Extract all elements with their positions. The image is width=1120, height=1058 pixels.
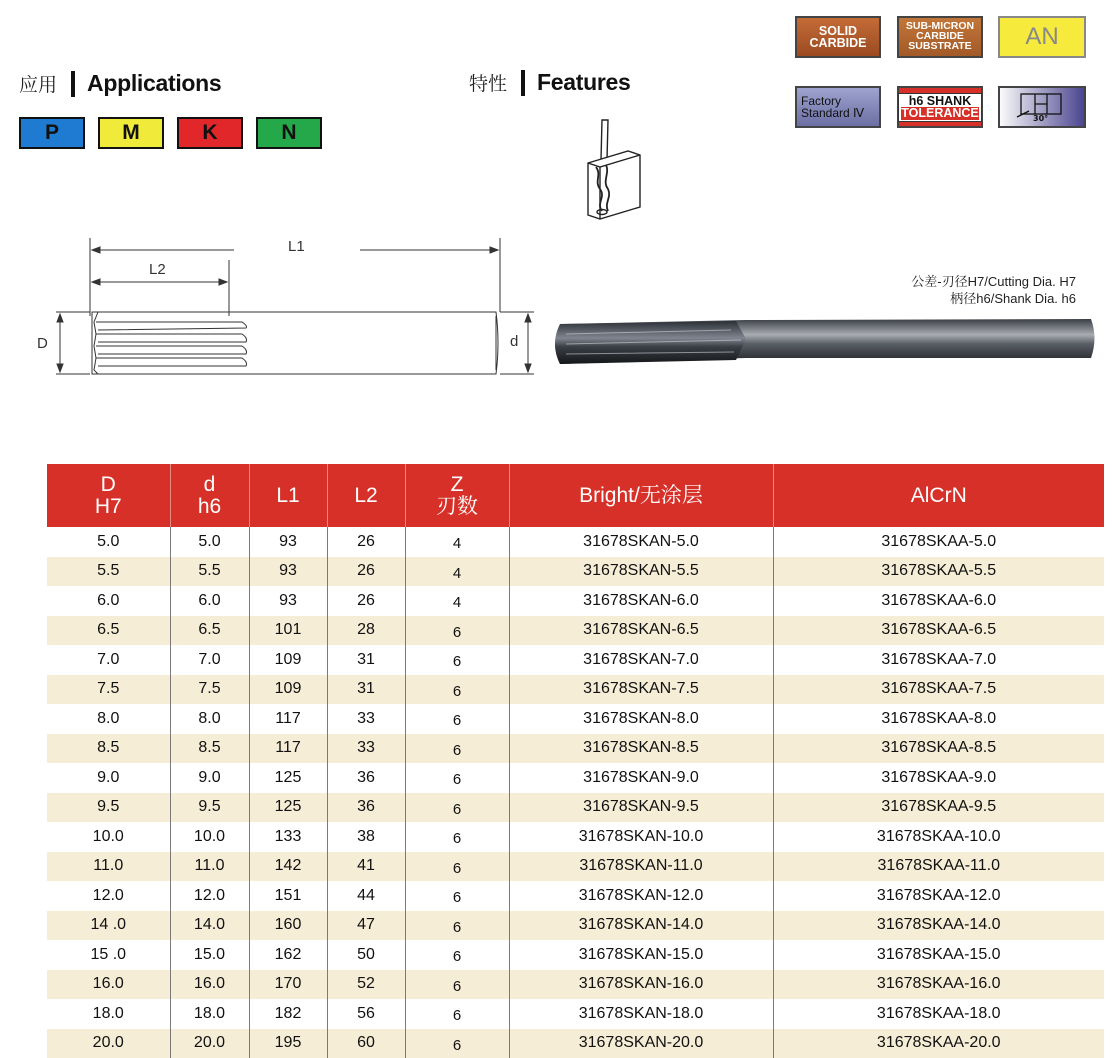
cell-d: 18.0 [47,999,170,1029]
cell-l1: 93 [249,527,327,557]
cell-bright-code: 31678SKAN-18.0 [509,999,773,1029]
applications-heading-cn: 应用 [19,70,57,97]
angle-30-badge [998,86,1086,128]
cell-d: 5.0 [47,527,170,557]
cell-d: 7.0 [47,645,170,675]
cell-d-shank: 8.0 [170,704,249,734]
cell-bright-code: 31678SKAN-7.5 [509,675,773,705]
an-coating-badge [998,16,1086,58]
cell-z: 4 [405,586,509,616]
cell-l2: 56 [327,999,405,1029]
material-p-label: P [45,121,59,145]
cell-alcrn-code: 31678SKAA-18.0 [773,999,1104,1029]
table-row [47,527,1104,557]
cell-d-shank: 12.0 [170,881,249,911]
cell-l1: 117 [249,704,327,734]
cell-l2: 31 [327,645,405,675]
table-row [47,999,1104,1029]
cell-bright-code: 31678SKAN-12.0 [509,881,773,911]
cell-d: 8.5 [47,734,170,764]
cell-l2: 36 [327,793,405,823]
cell-alcrn-code: 31678SKAA-8.0 [773,704,1104,734]
cell-bright-code: 31678SKAN-6.0 [509,586,773,616]
material-m-box [98,117,164,149]
cell-l1: 195 [249,1029,327,1058]
dim-l1-label: L1 [288,238,305,255]
cell-z: 6 [405,734,509,764]
cell-bright-code: 31678SKAN-9.0 [509,763,773,793]
cell-l2: 38 [327,822,405,852]
sub-micron-badge [897,16,983,58]
cell-bright-code: 31678SKAN-5.0 [509,527,773,557]
cell-d-shank: 5.5 [170,557,249,587]
cell-z: 6 [405,999,509,1029]
cell-d: 9.0 [47,763,170,793]
heading-divider [521,70,525,96]
cell-z: 6 [405,793,509,823]
cell-alcrn-code: 31678SKAA-6.5 [773,616,1104,646]
cell-alcrn-code: 31678SKAA-11.0 [773,852,1104,882]
cell-d: 16.0 [47,970,170,1000]
material-p-box [19,117,85,149]
header-l2: L2 [327,464,405,527]
cell-alcrn-code: 31678SKAA-15.0 [773,940,1104,970]
h6-shank-line1: h6 SHANK [901,95,979,108]
cell-z: 4 [405,557,509,587]
features-heading [469,69,631,96]
dim-d-big-label: D [37,335,48,352]
header-z-flutes: Z 刃数 [405,464,509,527]
table-row [47,1029,1104,1058]
table-header-row [47,464,1104,527]
cell-d: 20.0 [47,1029,170,1058]
reamer-product-photo [546,294,1106,389]
cell-l1: 117 [249,734,327,764]
sub-micron-line3: SUBSTRATE [906,42,974,52]
cell-bright-code: 31678SKAN-6.5 [509,616,773,646]
cell-l1: 151 [249,881,327,911]
cell-l2: 44 [327,881,405,911]
material-n-label: N [281,121,296,145]
cell-l1: 162 [249,940,327,970]
cell-alcrn-code: 31678SKAA-9.0 [773,763,1104,793]
cell-l2: 33 [327,704,405,734]
cell-d-shank: 14.0 [170,911,249,941]
table-row [47,557,1104,587]
cell-d-shank: 16.0 [170,970,249,1000]
cell-bright-code: 31678SKAN-20.0 [509,1029,773,1058]
dim-d-small-label: d [510,333,518,350]
cell-l2: 26 [327,527,405,557]
table-row [47,822,1104,852]
cell-l1: 170 [249,970,327,1000]
table-row [47,645,1104,675]
material-k-box [177,117,243,149]
cell-alcrn-code: 31678SKAA-5.5 [773,557,1104,587]
cell-l2: 41 [327,852,405,882]
cell-l1: 125 [249,763,327,793]
cell-d-shank: 6.0 [170,586,249,616]
cell-d-shank: 11.0 [170,852,249,882]
h6-shank-badge [897,86,983,128]
an-coating-label: AN [1025,25,1058,49]
cell-d: 11.0 [47,852,170,882]
cell-d-shank: 10.0 [170,822,249,852]
table-row [47,970,1104,1000]
shank-tolerance-note: 柄径h6/Shank Dia. h6 [820,290,1076,307]
angle-30-label: 30° [1033,114,1048,123]
material-n-box [256,117,322,149]
cell-d-shank: 9.5 [170,793,249,823]
dim-l2-label: L2 [149,261,166,278]
cell-l2: 50 [327,940,405,970]
features-heading-en: Features [537,69,630,96]
cell-bright-code: 31678SKAN-11.0 [509,852,773,882]
table-body [47,527,1104,1058]
cell-z: 6 [405,852,509,882]
table-row [47,793,1104,823]
cell-l2: 36 [327,763,405,793]
solid-carbide-badge [795,16,881,58]
cell-z: 6 [405,970,509,1000]
solid-carbide-line2: CARBIDE [810,37,867,50]
cell-d-shank: 15.0 [170,940,249,970]
cell-z: 6 [405,704,509,734]
table-row [47,940,1104,970]
cell-d: 6.5 [47,616,170,646]
sub-micron-line2: CARBIDE [906,32,974,42]
cell-d: 14 .0 [47,911,170,941]
cell-d: 7.5 [47,675,170,705]
cell-l1: 125 [249,793,327,823]
cell-d-shank: 9.0 [170,763,249,793]
cell-d: 5.5 [47,557,170,587]
header-alcrn: AlCrN [773,464,1104,527]
cell-z: 6 [405,645,509,675]
cell-d: 6.0 [47,586,170,616]
cell-l2: 28 [327,616,405,646]
header-bright: Bright/无涂层 [509,464,773,527]
header-d-h6: d h6 [170,464,249,527]
applications-heading [19,70,221,97]
cell-bright-code: 31678SKAN-14.0 [509,911,773,941]
cell-z: 6 [405,911,509,941]
material-k-label: K [202,121,217,145]
cell-d-shank: 8.5 [170,734,249,764]
cell-alcrn-code: 31678SKAA-10.0 [773,822,1104,852]
cell-bright-code: 31678SKAN-7.0 [509,645,773,675]
table-row [47,881,1104,911]
cell-d-shank: 20.0 [170,1029,249,1058]
cell-z: 6 [405,1029,509,1058]
cell-l1: 182 [249,999,327,1029]
cell-alcrn-code: 31678SKAA-6.0 [773,586,1104,616]
cell-l2: 26 [327,586,405,616]
cell-bright-code: 31678SKAN-16.0 [509,970,773,1000]
cell-z: 6 [405,616,509,646]
cell-d: 8.0 [47,704,170,734]
cell-z: 6 [405,763,509,793]
cell-bright-code: 31678SKAN-8.0 [509,704,773,734]
cell-l2: 33 [327,734,405,764]
table-row [47,616,1104,646]
cell-d: 15 .0 [47,940,170,970]
cell-l2: 47 [327,911,405,941]
cell-alcrn-code: 31678SKAA-7.5 [773,675,1104,705]
cell-l2: 26 [327,557,405,587]
table-row [47,911,1104,941]
cell-l1: 142 [249,852,327,882]
header-d-h7: D H7 [47,464,170,527]
cell-l2: 52 [327,970,405,1000]
cell-alcrn-code: 31678SKAA-8.5 [773,734,1104,764]
table-row [47,734,1104,764]
cell-alcrn-code: 31678SKAA-16.0 [773,970,1104,1000]
table-row [47,763,1104,793]
cutting-tolerance-note: 公差-刃径H7/Cutting Dia. H7 [820,273,1076,290]
cell-d-shank: 7.5 [170,675,249,705]
material-m-label: M [122,121,140,145]
reamer-technical-drawing [34,230,544,385]
cell-bright-code: 31678SKAN-5.5 [509,557,773,587]
factory-standard-line1: Factory [801,95,864,107]
cell-alcrn-code: 31678SKAA-9.5 [773,793,1104,823]
cell-l1: 93 [249,557,327,587]
cell-z: 6 [405,675,509,705]
solid-carbide-line1: SOLID [810,25,867,38]
table-row [47,852,1104,882]
applications-heading-en: Applications [87,70,221,97]
cell-l1: 109 [249,645,327,675]
cell-bright-code: 31678SKAN-15.0 [509,940,773,970]
cell-z: 6 [405,881,509,911]
cell-z: 4 [405,527,509,557]
cell-alcrn-code: 31678SKAA-14.0 [773,911,1104,941]
cell-bright-code: 31678SKAN-10.0 [509,822,773,852]
table-row [47,586,1104,616]
cell-l1: 93 [249,586,327,616]
heading-divider [71,71,75,97]
cell-d-shank: 18.0 [170,999,249,1029]
cell-d: 10.0 [47,822,170,852]
h6-shank-line2: TOLERANCE [901,107,979,120]
cell-l1: 133 [249,822,327,852]
table-row [47,704,1104,734]
table-row [47,675,1104,705]
reamer-spec-table [47,464,1104,1058]
angle-30-icon [1013,91,1071,123]
cell-d-shank: 7.0 [170,645,249,675]
cell-z: 6 [405,822,509,852]
factory-standard-line2: Standard Ⅳ [801,107,864,119]
cell-d-shank: 6.5 [170,616,249,646]
cell-alcrn-code: 31678SKAA-5.0 [773,527,1104,557]
reaming-feature-icon [584,115,644,223]
cell-l1: 160 [249,911,327,941]
cell-d-shank: 5.0 [170,527,249,557]
sub-micron-line1: SUB-MICRON [906,22,974,32]
cell-bright-code: 31678SKAN-8.5 [509,734,773,764]
cell-l2: 31 [327,675,405,705]
cell-z: 6 [405,940,509,970]
cell-d: 9.5 [47,793,170,823]
cell-bright-code: 31678SKAN-9.5 [509,793,773,823]
header-l1: L1 [249,464,327,527]
cell-alcrn-code: 31678SKAA-7.0 [773,645,1104,675]
cell-l2: 60 [327,1029,405,1058]
cell-l1: 101 [249,616,327,646]
cell-d: 12.0 [47,881,170,911]
features-heading-cn: 特性 [469,69,507,96]
cell-alcrn-code: 31678SKAA-12.0 [773,881,1104,911]
cell-alcrn-code: 31678SKAA-20.0 [773,1029,1104,1058]
cell-l1: 109 [249,675,327,705]
factory-standard-badge [795,86,881,128]
